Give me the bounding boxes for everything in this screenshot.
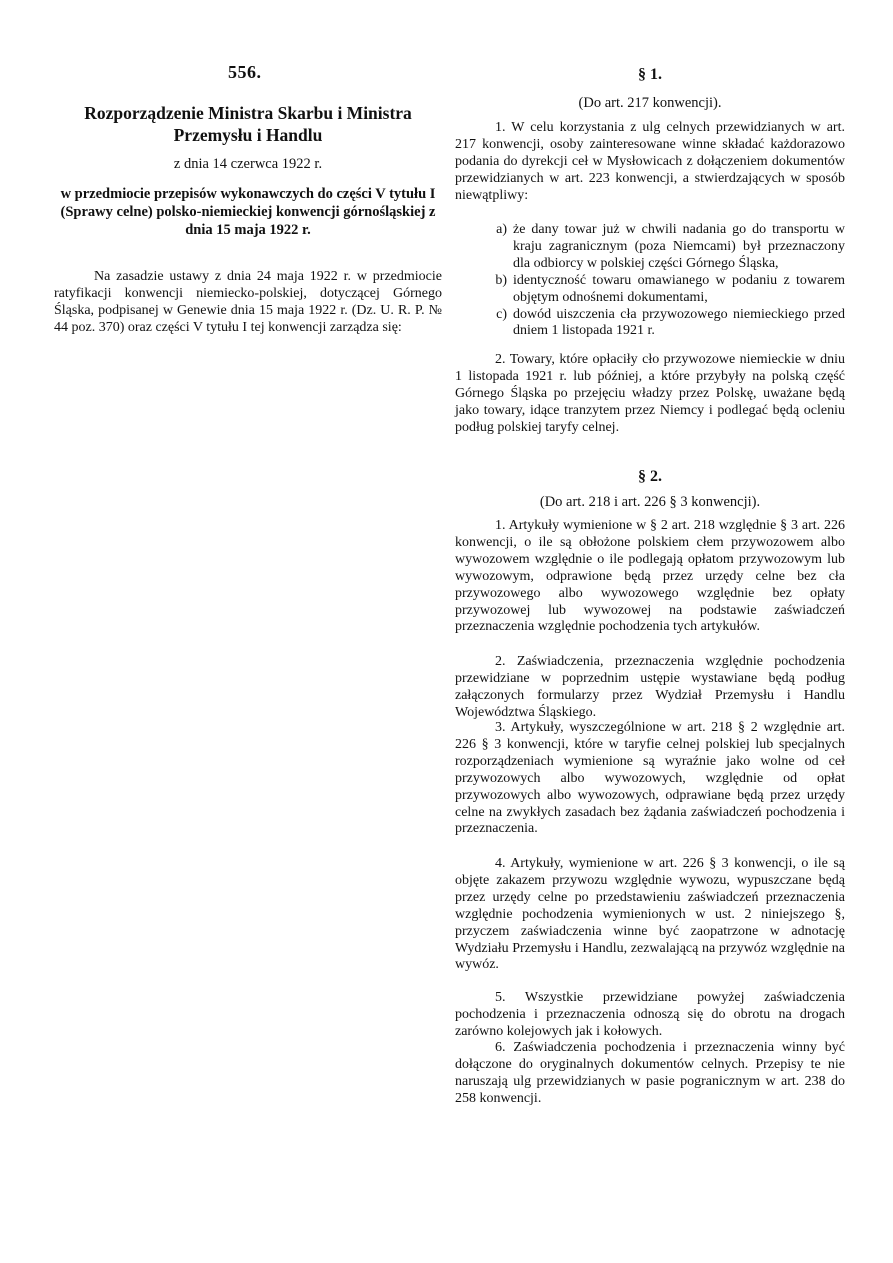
list-item — [455, 307, 845, 341]
section-1-reference: (Do art. 217 konwencji). — [578, 95, 722, 111]
list-text: dowód uiszczenia cła przywozowego niemieckiego przed dniem 1 listopada 1921 r. — [513, 306, 845, 339]
list-text: że dany towar już w chwili nadania go do transportu w kraju zagranicznym (poza Niemcami) był przeznaczony dla odbiorcy w polskiej części Górnego Śląska, — [513, 222, 845, 271]
list-marker: b) — [495, 272, 507, 288]
page-number: 556. — [228, 62, 262, 82]
decree-intro: Na zasadzie ustawy z dnia 24 maja 1922 r. w przedmiocie ratyfikacji konwencji niemiecko-polskiej, dotyczącej Górnego Śląska, podpisanej w Genewie dnia 15 maja 1922 r. (Dz. U. R. P. № 44 poz. 370) oraz części V tytułu I tej konwencji zarządza się: — [54, 269, 442, 335]
section-1-list — [455, 222, 845, 340]
list-text: identyczność towaru omawianego w podaniu z towarem objętym odnośnemi dokumentami, — [513, 272, 845, 305]
section-1-paragraph-1: 1. W celu korzystania z ulg celnych przewidzianych w art. 217 konwencji, osoby zainteresowane winne składać każdorazowo podania do dyrekcji ceł w Mysłowicach z dołączeniem dokumentów przewidzianych w art. 223 konwencji, a stwierdzających w sposób niewątpliwy: — [455, 120, 845, 203]
list-marker: c) — [496, 306, 507, 322]
section-2-reference: (Do art. 218 i art. 226 § 3 konwencji). — [539, 494, 761, 510]
list-item — [455, 273, 845, 307]
section-2-paragraph-4: 4. Artykuły, wymienione w art. 226 § 3 konwencji, o ile są objęte zakazem przywozu względnie wywozu, wypuszczane będą przez urzędy celne po przedstawieniu zaświadczeń przeznaczenia względnie pochodzenia wymienionych w ust. 2 niniejszego §, przyczem zaświadczenia winne być zaopatrzone w adnotację Wydziału Przemysłu i Handlu, zezwalającą na przywóz względnie na wywóz. — [455, 856, 845, 973]
section-2-heading: § 2. — [638, 468, 662, 485]
section-2-paragraph-1: 1. Artykuły wymienione w § 2 art. 218 względnie § 3 art. 226 konwencji, o ile są obłożone polskiem cłem przywozowem albo wywozowem względnie o ile podlegają opłatom przywozowym lub wywozowym, odprawione będą przez urzędy celne bez cła przywozowego albo wywozowego względnie bez opłaty przywozowej lub wywozowej na podstawie zaświadczeń przeznaczenia względnie pochodzenia tych artykułów. — [455, 518, 845, 635]
section-2-paragraph-6: 6. Zaświadczenia pochodzenia i przeznaczenia winny być dołączone do oryginalnych dokumentów celnych. Przepisy te nie naruszają ulg przewidzianych w pasie pogranicznym w art. 238 do 258 konwencji. — [455, 1040, 845, 1106]
section-1-heading: § 1. — [638, 66, 662, 83]
section-2-paragraph-3: 3. Artykuły, wyszczególnione w art. 218 § 2 względnie art. 226 § 3 konwencji, które w taryfie celnej polskiej lub specjalnych rozporządzeniach wymienione są wyraźnie jako wolne od ceł przywozowych albo wywozowych, względnie od opłat przywozowych albo wywozowych, odprawiane będą przez urzędy celne na zwykłych zasadach bez żądania zaświadczeń pochodzenia i przeznaczenia. — [455, 720, 845, 837]
list-item — [455, 222, 845, 273]
section-2-paragraph-5: 5. Wszystkie przewidziane powyżej zaświadczenia pochodzenia i przeznaczenia odnoszą się do obrotu na drogach zarówno kolejowych jak i kołowych. — [455, 990, 845, 1039]
decree-title: Rozporządzenie Ministra Skarbu i Ministra Przemysłu i Handlu — [84, 103, 412, 145]
section-1-paragraph-2: 2. Towary, które opłaciły cło przywozowe niemieckie w dniu 1 listopada 1921 r. lub później, a które przybyły na polską część Górnego Śląska po przejęciu władzy przez Polskę, uważane będą jako towary, idące tranzytem przez Niemcy i podlegać będą ocleniu podług polskiej taryfy celnej. — [455, 352, 845, 435]
section-2-paragraph-2: 2. Zaświadczenia, przeznaczenia względnie pochodzenia przewidziane w poprzednim ustępie wystawiane będą podług załączonych formularzy przez Wydział Przemysłu i Handlu Województwa Śląskiego. — [455, 654, 845, 720]
decree-subject: w przedmiocie przepisów wykonawczych do części V tytułu I (Sprawy celne) polsko-niemieckiej konwencji górnośląskiej z dnia 15 maja 1922 r. — [60, 186, 436, 238]
decree-date: z dnia 14 czerwca 1922 r. — [173, 156, 323, 172]
list-marker: a) — [496, 222, 507, 237]
